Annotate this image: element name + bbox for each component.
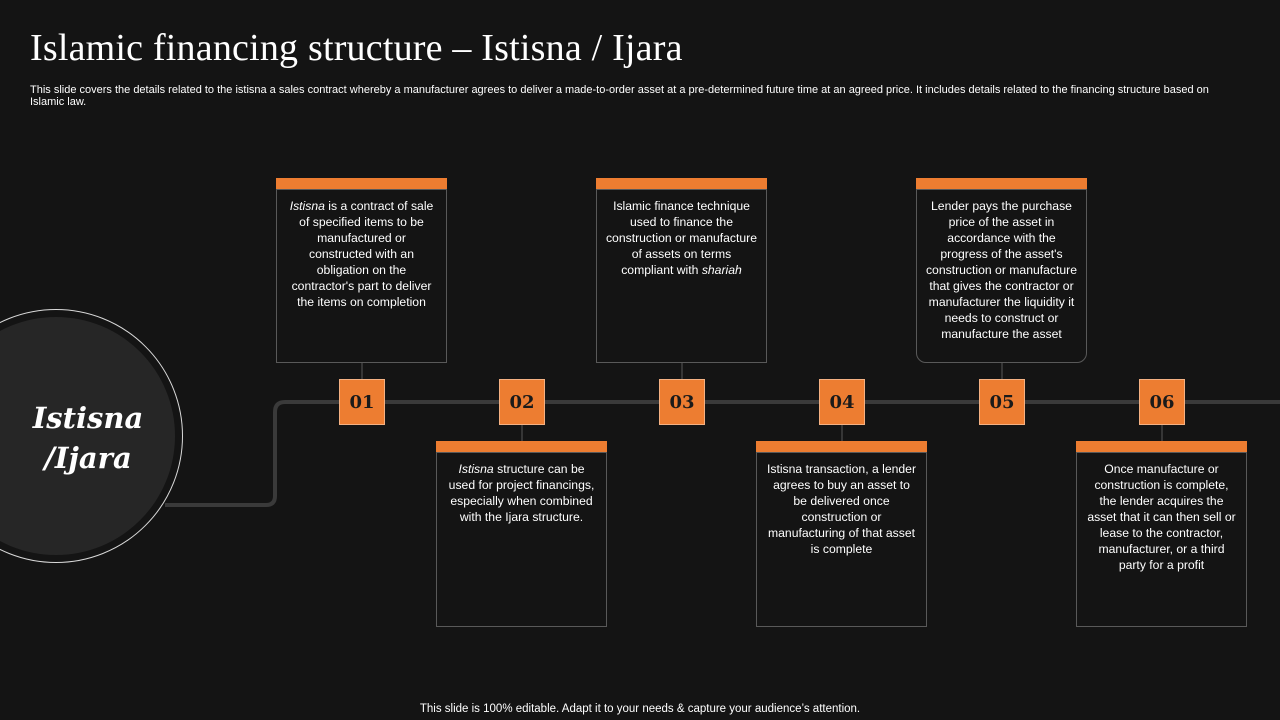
step-card-02-text: structure can be used for project financings, especially when combined with the Ijara structure. <box>448 462 595 524</box>
step-card-05 <box>916 189 1087 363</box>
step-card-01 <box>276 189 447 363</box>
step-number-02: 02 <box>499 379 545 425</box>
step-card-06-text: Once manufacture or construction is complete, the lender acquires the asset that it can then sell or lease to the contractor, manufacturer, or a third party for a profit <box>1087 462 1236 572</box>
step-card-05-text: Lender pays the purchase price of the asset in accordance with the progress of the asset's construction or manufacture that gives the contractor or manufacturer the liquidity it needs to construct or manufacture the asset <box>925 199 1078 341</box>
step-number-06: 06 <box>1139 379 1185 425</box>
step-card-02-emphasis: Istisna <box>458 462 494 476</box>
step-card-04 <box>756 452 927 627</box>
step-card-04-text: Istisna transaction, a lender agrees to buy an asset to be delivered once construction or manufacturing of that asset is complete <box>766 462 917 556</box>
step-card-03-text: Islamic finance technique used to finance the construction or manufacture of assets on terms compliant with <box>605 199 758 277</box>
card-accent-bar-03 <box>596 178 767 189</box>
circle-label <box>18 398 158 478</box>
step-number-01: 01 <box>339 379 385 425</box>
slide-footer: This slide is 100% editable. Adapt it to your needs & capture your audience’s attention. <box>419 703 861 715</box>
step-card-03-emphasis: shariah <box>701 263 742 277</box>
card-accent-bar-02 <box>436 441 607 452</box>
card-accent-bar-05 <box>916 178 1087 189</box>
step-number-04: 04 <box>819 379 865 425</box>
step-card-03 <box>596 189 767 363</box>
step-card-01-emphasis: Istisna <box>289 199 325 213</box>
card-accent-bar-01 <box>276 178 447 189</box>
step-number-05: 05 <box>979 379 1025 425</box>
step-number-03: 03 <box>659 379 705 425</box>
step-card-01-text: is a contract of sale of specified items to be manufactured or constructed with an obligation on the contractor's part to deliver the items on completion <box>291 199 434 309</box>
circle-label-line2: /Ijara <box>44 441 132 475</box>
step-card-02 <box>436 452 607 627</box>
card-accent-bar-06 <box>1076 441 1247 452</box>
step-card-06 <box>1076 452 1247 627</box>
slide-title: Islamic financing structure – Istisna / Ijara <box>30 27 683 69</box>
slide-subtitle: This slide covers the details related to the istisna a sales contract whereby a manufacturer agrees to deliver a made-to-order asset at a pre-determined future time at an agreed price. It includes details related to the financing structure based on Islamic law. <box>30 84 1209 108</box>
card-accent-bar-04 <box>756 441 927 452</box>
circle-label-line1: Istisna <box>32 401 144 435</box>
